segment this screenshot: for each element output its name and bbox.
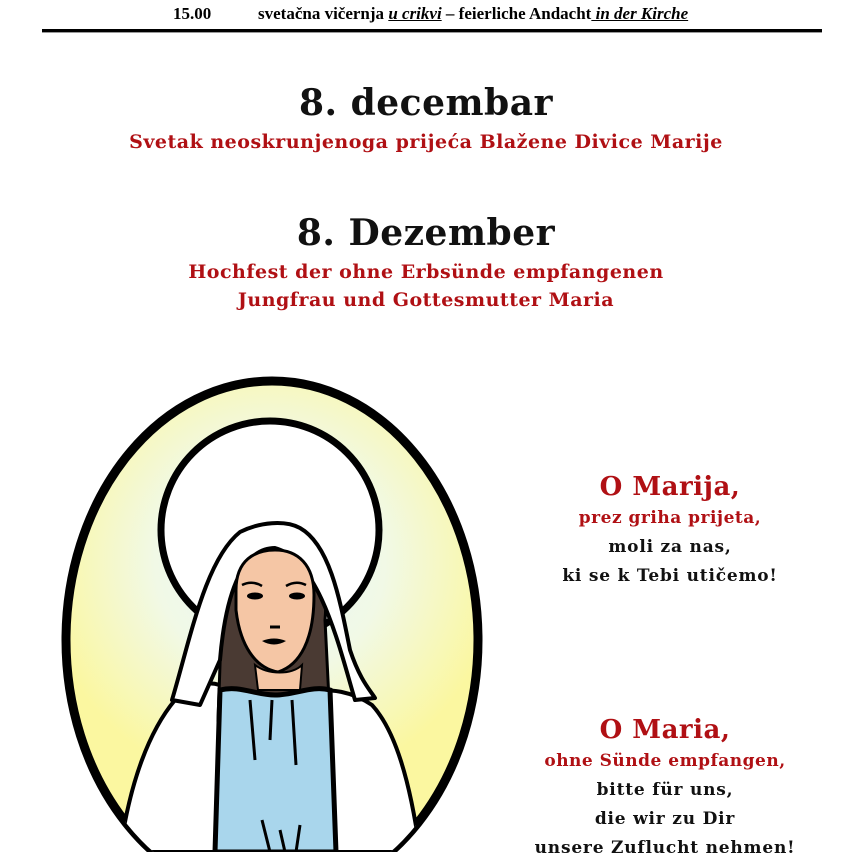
prayer-croatian-line1: prez griha prijeta, bbox=[578, 508, 762, 528]
desc-text-2: – feierliche Andacht bbox=[441, 4, 592, 23]
desc-underlined-1: u crikvi bbox=[388, 4, 442, 23]
prayer-croatian bbox=[500, 470, 840, 591]
desc-text-1: svetačna vičernja bbox=[258, 4, 389, 23]
prayer-german-line2: bitte für uns, bbox=[596, 780, 734, 800]
feast-name-german-line1: Hochfest der ohne Erbsünde empfangenen bbox=[188, 261, 664, 283]
date-title-german: 8. Dezember bbox=[296, 212, 556, 254]
prayer-croatian-line3: ki se k Tebi utičemo! bbox=[562, 566, 778, 586]
prayer-german bbox=[480, 713, 850, 863]
prayer-croatian-line2: moli za nas, bbox=[608, 537, 732, 557]
schedule-time: 15.00 bbox=[173, 4, 212, 23]
date-title-croatian: 8. decembar bbox=[298, 82, 554, 124]
virgin-mary-illustration bbox=[0, 360, 520, 856]
schedule-description bbox=[258, 4, 688, 24]
croatian-heading bbox=[0, 82, 852, 156]
prayer-german-line1: ohne Sünde empfangen, bbox=[544, 751, 786, 771]
desc-underlined-2: in der Kirche bbox=[591, 4, 689, 23]
german-heading bbox=[0, 212, 852, 314]
virgin-mary-icon bbox=[0, 360, 520, 852]
feast-name-croatian: Svetak neoskrunjenoga prijeća Blažene Divice Marije bbox=[129, 131, 723, 153]
prayer-croatian-title: O Marija, bbox=[599, 472, 741, 502]
feast-name-german-line2: Jungfrau und Gottesmutter Maria bbox=[237, 289, 615, 311]
prayer-german-line3: die wir zu Dir bbox=[594, 809, 736, 829]
prayer-german-title: O Maria, bbox=[599, 715, 731, 745]
prayer-german-line4: unsere Zuflucht nehmen! bbox=[534, 838, 796, 858]
header-divider bbox=[42, 29, 822, 33]
